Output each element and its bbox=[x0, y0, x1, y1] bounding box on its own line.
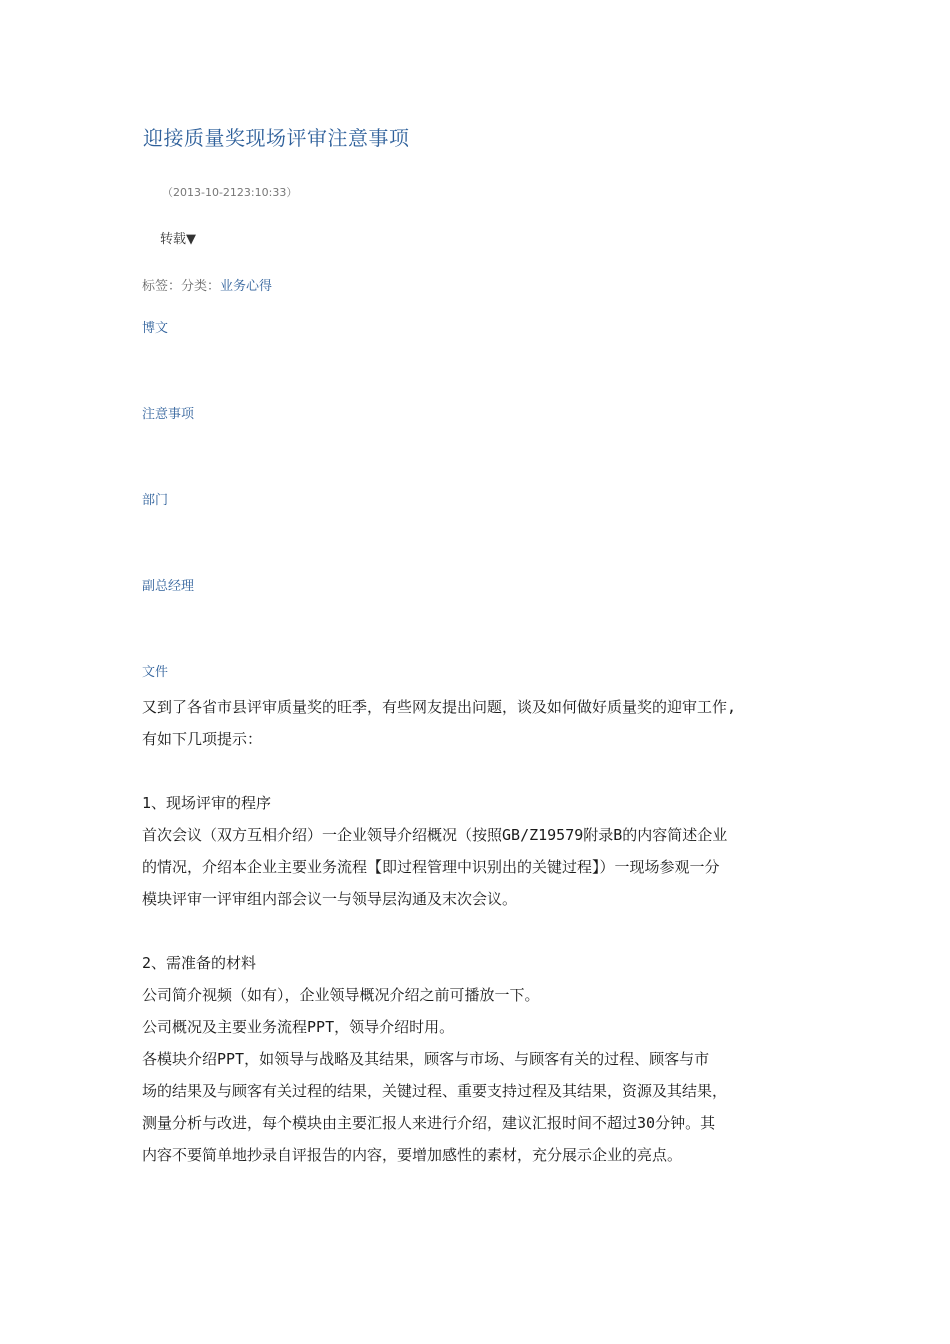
paragraph-line: 场的结果及与顾客有关过程的结果，关键过程、重要支持过程及其结果，资源及其结果， bbox=[142, 1082, 728, 1100]
article-title: 迎接质量奖现场评审注意事项 bbox=[143, 126, 410, 150]
paragraph-line: 各模块介绍PPT，如领导与战略及其结果，顾客与市场、与顾客有关的过程、顾客与市 bbox=[142, 1050, 710, 1068]
keyword-link-department[interactable]: 部门 bbox=[142, 493, 169, 508]
repost-button[interactable]: 转载▼ bbox=[160, 232, 196, 247]
post-datetime: （2013-10-2123:10:33） bbox=[162, 186, 298, 199]
category-link[interactable]: 业务心得 bbox=[220, 279, 273, 294]
tags-label: 标签： bbox=[142, 279, 182, 294]
keyword-link-blog[interactable]: 博文 bbox=[142, 321, 169, 336]
intro-line: 又到了各省市县评审质量奖的旺季，有些网友提出问题，谈及如何做好质量奖的迎审工作, bbox=[142, 698, 737, 716]
tags-row bbox=[142, 275, 272, 294]
article-body bbox=[142, 691, 810, 1171]
paragraph-line: 公司概况及主要业务流程PPT，领导介绍时用。 bbox=[142, 1018, 455, 1036]
paragraph-line: 的情况，介绍本企业主要业务流程【即过程管理中识别出的关键过程】）一现场参观一分 bbox=[142, 858, 720, 876]
intro-line: 有如下几项提示： bbox=[142, 730, 263, 748]
paragraph-line: 模块评审一评审组内部会议一与领导层沟通及末次会议。 bbox=[142, 890, 518, 908]
paragraph-line: 内容不要简单地抄录自评报告的内容，要增加感性的素材，充分展示企业的亮点。 bbox=[142, 1146, 683, 1164]
section-heading: 1、现场评审的程序 bbox=[142, 794, 272, 812]
paragraph-line: 测量分析与改进，每个模块由主要汇报人来进行介绍，建议汇报时间不超过30分钟。其 bbox=[142, 1114, 716, 1132]
keyword-link-document[interactable]: 文件 bbox=[142, 665, 169, 680]
paragraph-line: 公司简介视频（如有），企业领导概况介绍之前可播放一下。 bbox=[142, 986, 540, 1004]
keyword-link-deputy-gm[interactable]: 副总经理 bbox=[142, 579, 195, 594]
category-label: 分类： bbox=[181, 279, 221, 294]
section-heading: 2、需准备的材料 bbox=[142, 954, 257, 972]
paragraph-line: 首次会议（双方互相介绍）一企业领导介绍概况（按照GB/Z19579附录B的内容简述企业 bbox=[142, 826, 728, 844]
keyword-link-notes[interactable]: 注意事项 bbox=[142, 407, 195, 422]
